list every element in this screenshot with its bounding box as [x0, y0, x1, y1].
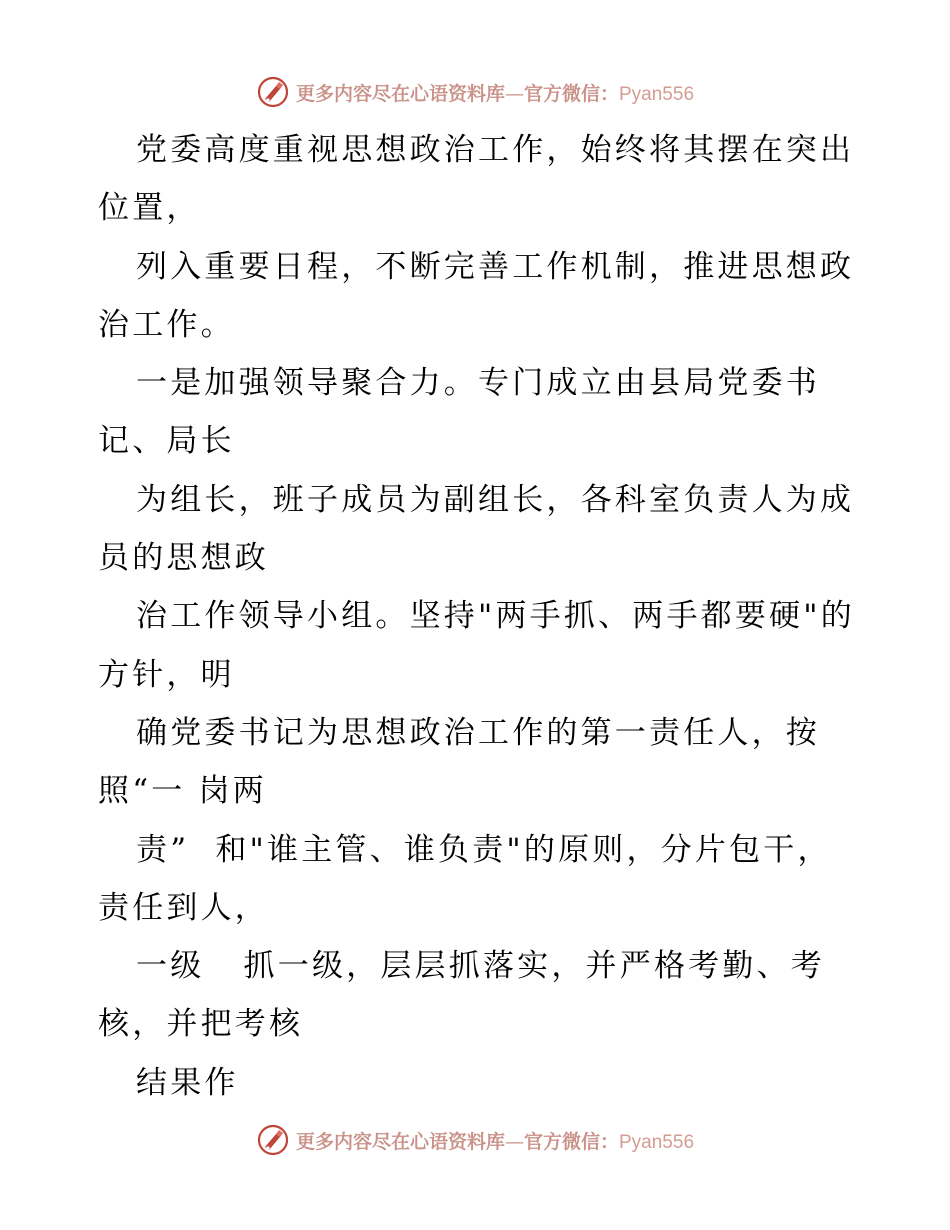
header-watermark — [0, 72, 950, 112]
pen-circle-logo-icon — [256, 75, 290, 109]
text-line: 列入重要日程，不断完善工作机制，推进思想政 — [136, 248, 855, 285]
watermark-wechat-id: Pyan556 — [619, 83, 695, 105]
footer-watermark — [0, 1120, 950, 1160]
watermark-wechat-id: Pyan556 — [619, 1131, 695, 1153]
text-line: 确党委书记为思想政治工作的第一责任人，按 — [136, 714, 820, 751]
watermark-separator: — — [504, 82, 524, 105]
watermark-label: 更多内容尽在心语资料库 — [295, 1130, 505, 1153]
text-line: 核，并把考核 — [98, 1006, 304, 1043]
text-line: 党委高度重视思想政治工作，始终将其摆在突出 — [136, 132, 855, 168]
text-line: 责” 和"谁主管、谁负责"的原则，分片包干， — [136, 831, 832, 868]
watermark-label: 更多内容尽在心语资料库 — [295, 82, 505, 105]
text-line: 员的思想政 — [98, 540, 269, 577]
watermark-wechat-label: 官方微信： — [523, 1130, 619, 1153]
text-line: 责任到人， — [98, 889, 269, 926]
text-line: 位置， — [98, 190, 201, 227]
pen-circle-logo-icon — [256, 1123, 290, 1157]
text-line: 一是加强领导聚合力。专门成立由县局党委书 — [136, 365, 820, 402]
document-body — [98, 121, 858, 1112]
text-line: 一级 抓一级，层层抓落实，并严格考勤、考 — [136, 948, 825, 985]
text-line: 治工作。 — [98, 306, 235, 343]
text-line: 方针，明 — [98, 656, 235, 693]
text-line: 治工作领导小组。坚持"两手抓、两手都要硬"的 — [136, 598, 855, 635]
watermark-wechat-label: 官方微信： — [523, 82, 619, 105]
watermark-separator: — — [504, 1130, 524, 1153]
text-line: 结果作 — [136, 1064, 239, 1101]
text-line: 照“一 岗两 — [98, 773, 267, 810]
text-line: 为组长，班子成员为副组长，各科室负责人为成 — [136, 481, 855, 518]
text-line: 记、局长 — [98, 423, 235, 460]
